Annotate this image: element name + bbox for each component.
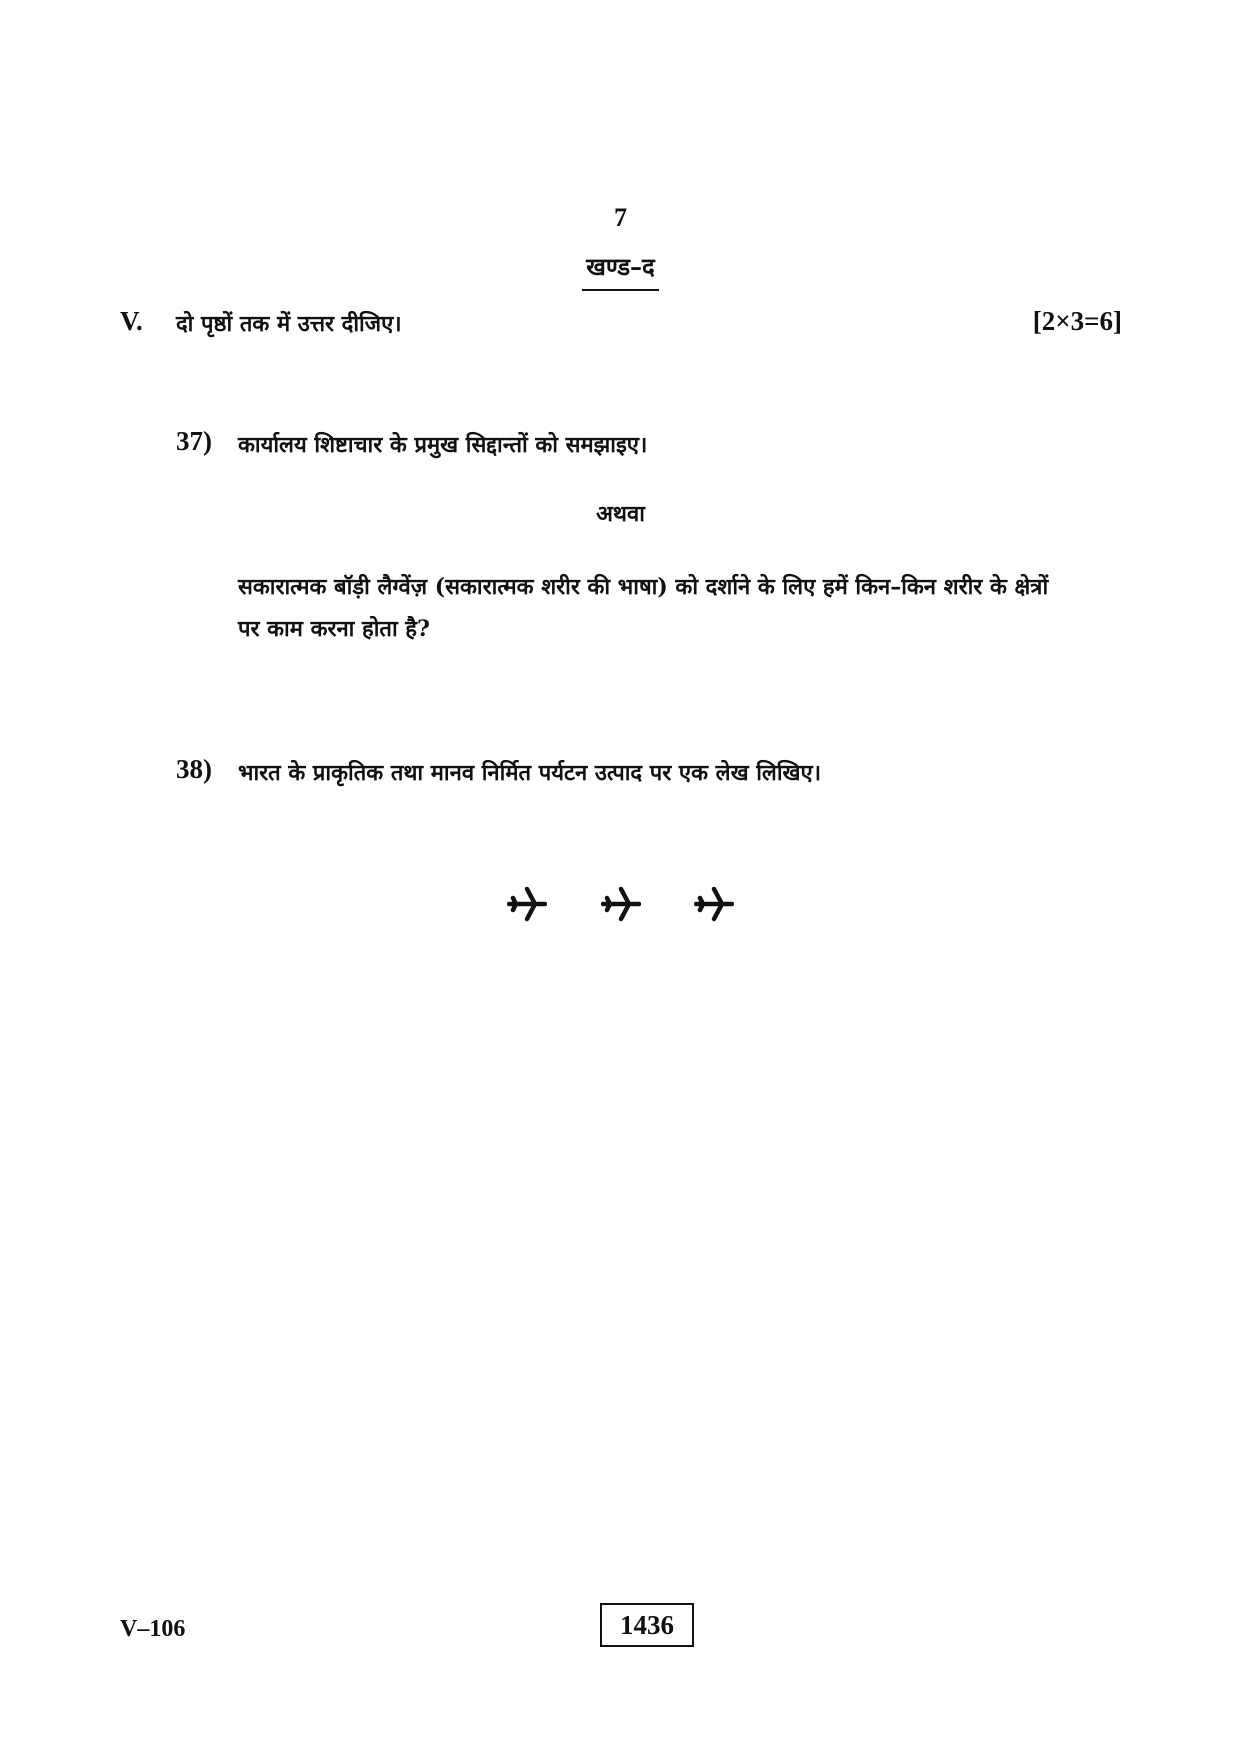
alternative-line-1: सकारात्मक बॉड़ी लैग्वेंज़ (सकारात्मक शरीर की भाषा) को दर्शाने के लिए हमें किन–किन शरीर के क्षेत्रों <box>238 574 1049 600</box>
question-37-number: 37) <box>176 426 212 456</box>
airplane-icon <box>694 886 734 922</box>
question-38-text: भारत के प्राकृतिक तथा मानव निर्मित पर्यटन उत्पाद पर एक लेख लिखिए। <box>238 760 822 786</box>
paper-code: V–106 <box>120 1616 186 1642</box>
section-instruction: दो पृष्ठों तक में उत्तर दीजिए। <box>176 311 402 337</box>
page-code-box: 1436 <box>600 1603 694 1647</box>
section-title <box>0 250 1241 291</box>
question-38-number: 38) <box>176 754 212 784</box>
end-decoration <box>0 886 1241 926</box>
alternative-line-2: पर काम करना होता है? <box>238 616 430 642</box>
or-label: अथवा <box>596 501 645 527</box>
section-title-text: खण्ड–द <box>582 250 659 291</box>
airplane-icon <box>601 886 641 922</box>
section-marks: [2×3=6] <box>1032 306 1122 336</box>
section-roman-number: V. <box>120 306 143 336</box>
question-37-text: कार्यालय शिष्टाचार के प्रमुख सिद्दान्तों को समझाइए। <box>238 432 648 458</box>
question-37-alternative <box>238 566 1130 650</box>
airplane-icon <box>507 886 547 922</box>
page-number: 7 <box>614 203 627 232</box>
